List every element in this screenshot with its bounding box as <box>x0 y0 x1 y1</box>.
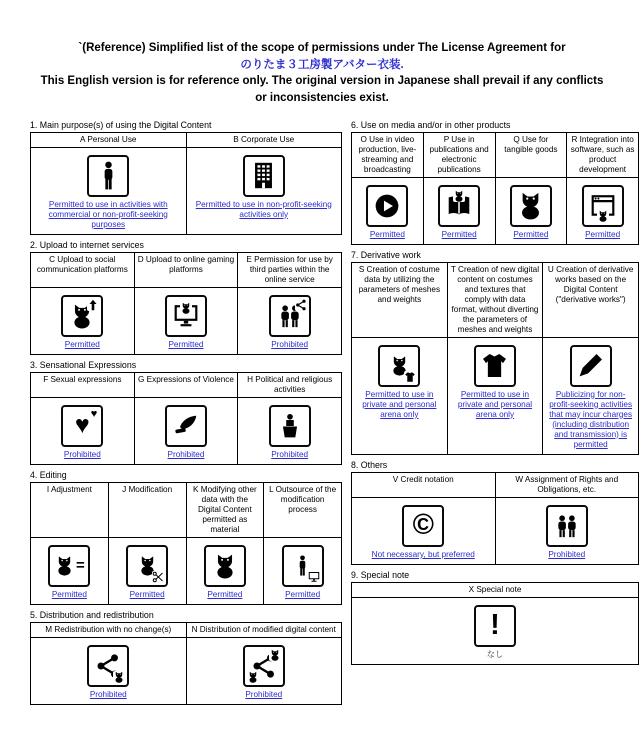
permission-status-t: Permitted to use in private and personal arena only <box>457 389 533 419</box>
monitor-cat-icon <box>165 295 207 337</box>
section-title: 7. Derivative work <box>351 249 421 260</box>
people-transfer-icon <box>546 505 588 547</box>
section-4-editing <box>30 470 342 605</box>
permission-cell-a <box>31 147 187 234</box>
permission-status-n: Prohibited <box>245 689 283 699</box>
person-icon <box>87 155 129 197</box>
perm-table <box>351 262 639 455</box>
permission-status-r: Permitted <box>585 229 621 239</box>
cat-goods-icon <box>510 185 552 227</box>
permission-cell-u <box>543 337 639 454</box>
permission-cell-i <box>31 537 109 604</box>
cell-header-j: J Modification <box>108 482 186 537</box>
people-share-icon <box>269 295 311 337</box>
permission-cell-x <box>352 597 639 664</box>
permission-status-u: Publicizing for non-profit-seeking activities that may incur charges (including distribution and transmission) is permitted <box>549 389 633 449</box>
play-icon <box>366 185 408 227</box>
permission-cell-h <box>238 397 342 464</box>
cat-upload-icon <box>61 295 103 337</box>
permission-cell-e <box>238 287 342 354</box>
permission-cell-o <box>352 177 424 244</box>
cell-header-h: H Political and religious activities <box>238 372 342 397</box>
section-9-special-note <box>351 570 639 665</box>
cell-header-o: O Use in video production, live-streaming and broadcasting <box>352 132 424 177</box>
heart-icon: ♥ ♥ <box>61 405 103 447</box>
section-title: 2. Upload to internet services <box>30 239 144 250</box>
cat-scissors-icon <box>126 545 168 587</box>
permission-status-w: Prohibited <box>548 549 586 559</box>
section-title: 4. Editing <box>30 469 67 480</box>
window-cat-icon <box>582 185 624 227</box>
building-icon <box>243 155 285 197</box>
cell-header-t: T Creation of new digital content on costumes and textures that comply with data format, without diverting the parameters of meshes and weights <box>447 262 543 337</box>
cell-header-p: P Use in publications and electronic publications <box>423 132 495 177</box>
pen-icon <box>570 345 612 387</box>
cell-header-b: B Corporate Use <box>186 132 342 147</box>
cell-header-m: M Redistribution with no change(s) <box>31 622 187 637</box>
section-title: 8. Others <box>351 459 388 470</box>
podium-speaker-icon <box>269 405 311 447</box>
permission-cell-f <box>31 397 135 464</box>
section-6-media-products <box>351 120 639 245</box>
permission-status-o: Permitted <box>369 229 405 239</box>
permission-status-s: Permitted to use in private and personal arena only <box>362 389 437 419</box>
left-column <box>30 115 342 709</box>
content-columns <box>0 107 644 709</box>
perm-table <box>30 372 342 465</box>
permission-cell-b <box>186 147 342 234</box>
permission-status-d: Permitted <box>168 339 204 349</box>
section-title: 1. Main purpose(s) of using the Digital Content <box>30 119 212 130</box>
title-line-3: This English version is for reference only. The original version in Japanese shall prevail if any conflicts or inconsistencies exist. <box>40 75 604 105</box>
permission-cell-r <box>567 177 639 244</box>
permission-cell-q <box>495 177 567 244</box>
title-line-1: `(Reference) Simplified list of the scope of permissions under The License Agreement for <box>78 42 566 54</box>
share-cats-icon <box>243 645 285 687</box>
cell-header-x: X Special note <box>352 582 639 597</box>
section-8-others <box>351 460 639 565</box>
cell-header-g: G Expressions of Violence <box>134 372 238 397</box>
cell-header-s: S Creation of costume data by utilizing the parameters of meshes and weights <box>352 262 448 337</box>
cell-header-n: N Distribution of modified digital content <box>186 622 342 637</box>
cell-header-l: L Outsource of the modification process <box>264 482 342 537</box>
document-header <box>0 0 644 107</box>
permission-cell-l <box>264 537 342 604</box>
permission-status-p: Permitted <box>441 229 477 239</box>
perm-table <box>30 252 342 355</box>
cell-header-r: R Integration into software, such as product development <box>567 132 639 177</box>
permission-cell-w <box>495 497 639 564</box>
permission-status-k: Permitted <box>207 589 243 599</box>
cell-header-q: Q Use for tangible goods <box>495 132 567 177</box>
permission-status-i: Permitted <box>51 589 87 599</box>
cell-header-u: U Creation of derivative works based on the Digital Content ("derivative works") <box>543 262 639 337</box>
permission-status-e: Prohibited <box>271 339 309 349</box>
clothes-icon <box>474 345 516 387</box>
permission-cell-t <box>447 337 543 454</box>
cat-material-icon <box>204 545 246 587</box>
permission-status-c: Permitted <box>64 339 100 349</box>
permission-status-a: Permitted to use in activities with commercial or non-profit-seeking purposes <box>48 199 168 229</box>
perm-table <box>351 132 639 245</box>
perm-table <box>351 582 639 665</box>
perm-table <box>30 622 342 705</box>
cell-header-d: D Upload to online gaming platforms <box>134 252 238 287</box>
perm-table <box>351 472 639 565</box>
permission-status-q: Permitted <box>513 229 549 239</box>
cell-header-e: E Permission for use by third parties within the online service <box>238 252 342 287</box>
title-line-japanese: のりたま３工房製アバター衣装. <box>240 58 404 71</box>
permission-status-b: Permitted to use in non-profit-seeking activities only <box>195 199 332 219</box>
permission-status-h: Prohibited <box>271 449 309 459</box>
cat-adjust-icon: = <box>48 545 90 587</box>
outsource-person-icon <box>282 545 324 587</box>
section-1-main-purpose <box>30 120 342 235</box>
permission-cell-n <box>186 637 342 704</box>
book-cat-icon <box>438 185 480 227</box>
permission-cell-c <box>31 287 135 354</box>
permission-cell-j <box>108 537 186 604</box>
right-column <box>351 115 639 669</box>
section-title: 9. Special note <box>351 569 410 580</box>
copyright-icon: © <box>402 505 444 547</box>
knife-icon <box>165 405 207 447</box>
exclamation-icon: ! <box>474 605 516 647</box>
permission-status-f: Prohibited <box>63 449 101 459</box>
section-title: 3. Sensational Expressions <box>30 359 137 370</box>
cell-header-v: V Credit notation <box>352 472 496 497</box>
permission-cell-g <box>134 397 238 464</box>
share-cat-icon <box>87 645 129 687</box>
cell-header-f: F Sexual expressions <box>31 372 135 397</box>
permission-cell-m <box>31 637 187 704</box>
section-2-upload <box>30 240 342 355</box>
special-note-text: なし <box>486 649 504 659</box>
permission-cell-k <box>186 537 264 604</box>
permission-cell-p <box>423 177 495 244</box>
cat-costume-icon <box>378 345 420 387</box>
perm-table <box>30 482 342 605</box>
permission-cell-v <box>352 497 496 564</box>
section-title: 5. Distribution and redistribution <box>30 609 154 620</box>
cell-header-w: W Assignment of Rights and Obligations, etc. <box>495 472 639 497</box>
permission-cell-d <box>134 287 238 354</box>
section-title: 6. Use on media and/or in other products <box>351 119 511 130</box>
cell-header-i: I Adjustment <box>31 482 109 537</box>
section-7-derivative-work <box>351 250 639 455</box>
permission-status-j: Permitted <box>129 589 165 599</box>
section-5-distribution <box>30 610 342 705</box>
perm-table <box>30 132 342 235</box>
cell-header-k: K Modifying other data with the Digital Content permitted as material <box>186 482 264 537</box>
permission-status-v: Not necessary, but preferred <box>371 549 475 559</box>
permission-status-g: Prohibited <box>167 449 205 459</box>
permission-status-l: Permitted <box>285 589 321 599</box>
permission-status-m: Prohibited <box>89 689 127 699</box>
cell-header-c: C Upload to social communication platforms <box>31 252 135 287</box>
section-3-sensational <box>30 360 342 465</box>
cell-header-a: A Personal Use <box>31 132 187 147</box>
permission-cell-s <box>352 337 448 454</box>
